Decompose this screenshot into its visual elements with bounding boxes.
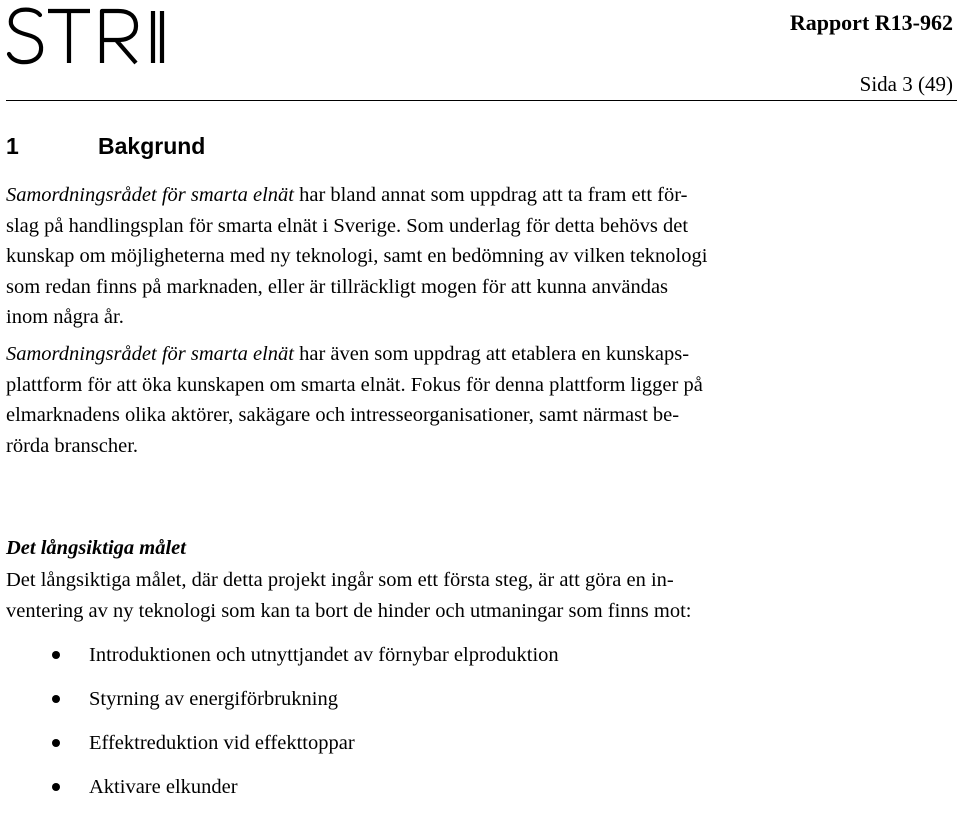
emphasis-council-name: Samordningsrådet för smarta elnät bbox=[6, 343, 294, 365]
stri-logo bbox=[6, 6, 172, 68]
emphasis-council-name: Samordningsrådet för smarta elnät bbox=[6, 184, 294, 206]
paragraph-line: har bland annat som uppdrag att ta fram ett för- bbox=[293, 184, 688, 206]
list-item-text: Introduktionen och utnyttjandet av förnybar elproduktion bbox=[89, 644, 559, 666]
paragraph-knowledge-platform bbox=[6, 339, 911, 461]
paragraph-line: inom några år. bbox=[6, 306, 124, 328]
paragraph-line: har även som uppdrag att etablera en kunskaps- bbox=[293, 343, 690, 365]
paragraph-line: slag på handlingsplan för smarta elnät i Sverige. Som underlag för detta behövs det bbox=[6, 214, 689, 237]
section-title: Bakgrund bbox=[98, 133, 206, 159]
header-divider bbox=[6, 100, 957, 101]
subsection-heading: Det långsiktiga målet bbox=[6, 537, 186, 559]
paragraph-line: plattform för att öka kunskapen om smarta elnät. Fokus för denna plattform ligger på bbox=[6, 373, 703, 396]
paragraph-line: som redan finns på marknaden, eller är tillräckligt mogen för att kunna användas bbox=[6, 275, 669, 298]
paragraph-line: elmarknadens olika aktörer, sakägare och intresseorganisationer, samt närmast be- bbox=[6, 404, 680, 426]
bullet-icon bbox=[52, 651, 60, 659]
report-number: Rapport R13-962 bbox=[789, 10, 953, 35]
paragraph-line: kunskap om möjligheterna med ny teknologi, samt en bedömning av vilken teknologi bbox=[6, 245, 708, 267]
list-item-text: Aktivare elkunder bbox=[89, 776, 238, 798]
paragraph-line: rörda branscher. bbox=[6, 434, 139, 457]
page-header bbox=[0, 0, 959, 100]
bullet-icon bbox=[52, 783, 60, 791]
section-number: 1 bbox=[6, 133, 19, 159]
list-item-text: Styrning av energiförbrukning bbox=[89, 688, 338, 710]
paragraph-long-term-goal bbox=[6, 565, 911, 626]
paragraph-background bbox=[6, 180, 911, 333]
bullet-icon bbox=[52, 739, 60, 747]
bullet-icon bbox=[52, 695, 60, 703]
paragraph-line: ventering av ny teknologi som kan ta bort de hinder och utmaningar som finns mot: bbox=[6, 599, 692, 622]
paragraph-line: Det långsiktiga målet, där detta projekt ingår som ett första steg, är att göra en in- bbox=[6, 569, 674, 591]
section-heading bbox=[6, 133, 205, 160]
page-number: Sida 3 (49) bbox=[859, 72, 953, 96]
list-item-text: Effektreduktion vid effekttoppar bbox=[89, 732, 355, 754]
